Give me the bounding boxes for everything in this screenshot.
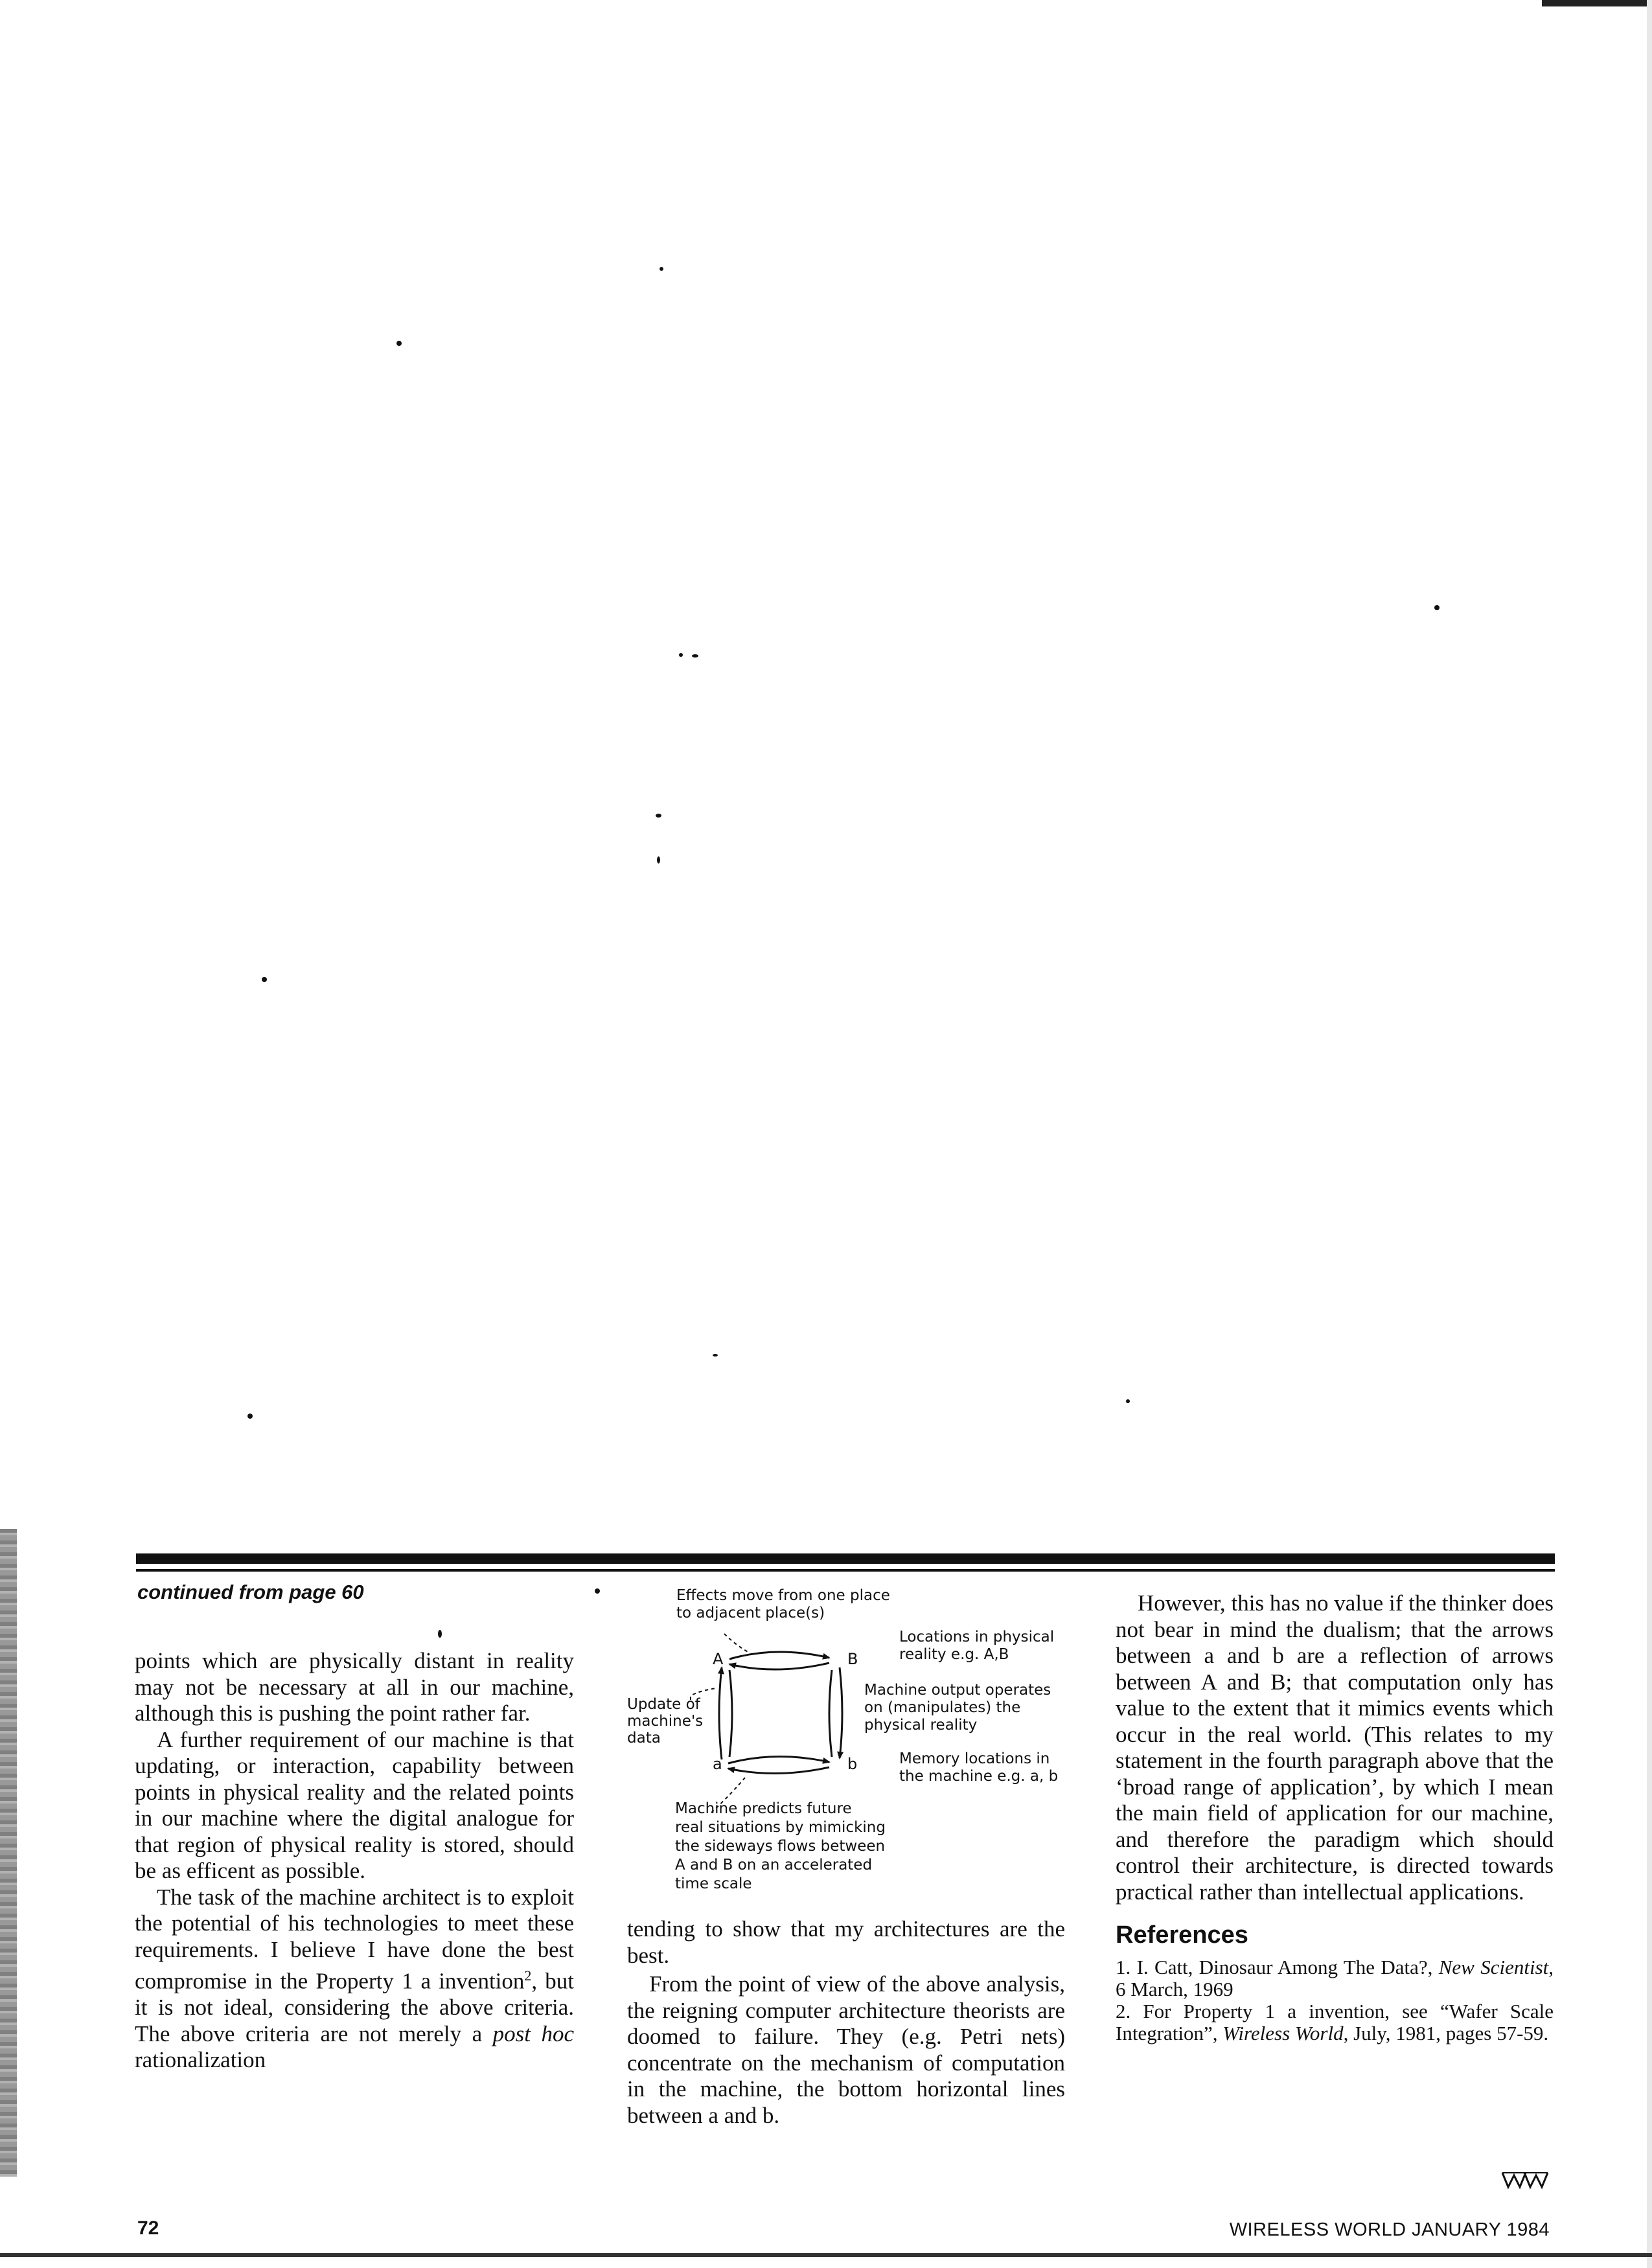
label-update: Update of machine's data xyxy=(627,1696,704,1747)
leader-effects xyxy=(724,1634,750,1653)
ww-logo-icon xyxy=(1500,2170,1550,2190)
speck xyxy=(247,1414,253,1419)
speck xyxy=(438,1630,442,1638)
node-A: A xyxy=(713,1650,724,1668)
label-effects: Effects move from one place to adjacent place(s) xyxy=(676,1587,890,1621)
node-B: B xyxy=(847,1650,858,1668)
arrow-A-to-B xyxy=(729,1652,829,1659)
page-number: 72 xyxy=(137,2217,159,2239)
col1-paragraph-1: points which are physically distant in reality may not be necessary at all in our machine, although this is pushing the point rather far. xyxy=(135,1648,574,1726)
column-3 xyxy=(1116,1590,1554,2045)
reference-1 xyxy=(1116,1956,1554,2000)
label-memory: Memory locations in the machine e.g. a, b xyxy=(899,1750,1059,1785)
continued-note: continued from page 60 xyxy=(137,1581,364,1603)
speck xyxy=(660,267,663,271)
header-rule-thick xyxy=(136,1553,1555,1564)
label-output: Machine output operates on (manipulates) the physical reality xyxy=(864,1682,1051,1734)
scan-edge-right xyxy=(1647,0,1652,2268)
node-b: b xyxy=(847,1755,858,1773)
reference-2 xyxy=(1116,2000,1554,2045)
col1-p3-text-a: The task of the machine architect is to exploit the potential of his technologies to meet these requirements. I believe I have done the best compromise in the Property 1 a invention xyxy=(135,1884,574,1994)
label-locations: Locations in physical reality e.g. A,B xyxy=(899,1629,1055,1663)
dualism-diagram xyxy=(621,1581,1087,1911)
arrow-b-to-B xyxy=(829,1670,832,1757)
col1-paragraph-3 xyxy=(135,1884,574,2074)
speck xyxy=(692,654,698,658)
scan-edge-top xyxy=(1542,0,1652,6)
header-rule-thin xyxy=(136,1569,1555,1572)
column-2 xyxy=(627,1916,1065,2129)
reference-2-text-a: 2. For Property 1 a invention, see “Wafer Scale Integration”, xyxy=(1116,1999,1554,2045)
speck xyxy=(262,977,267,982)
arrow-B-to-b xyxy=(840,1667,842,1758)
speck xyxy=(1434,605,1440,610)
speck xyxy=(595,1588,600,1594)
col1-p3-text-b: , but it is not ideal, considering the above criteria. The above criteria are not merely a xyxy=(135,1968,574,2046)
label-predicts: Machine predicts future real situations by mimicking the sideways flows between A and B on an accelerated time scale xyxy=(675,1800,886,1892)
scan-edge-bottom xyxy=(0,2253,1652,2257)
col2-paragraph-1: tending to show that my architectures are the best. xyxy=(627,1916,1065,1968)
reference-1-text-b: , 6 March, 1969 xyxy=(1116,1955,1554,2000)
col2-paragraph-2: From the point of view of the above analysis, the reigning computer architecture theorists are doomed to failure. They (e.g. Petri nets) concentrate on the mechanism of computation in the machine, the bottom horizontal lines between a and b. xyxy=(627,1971,1065,2128)
speck xyxy=(396,341,402,346)
speck xyxy=(657,856,660,864)
footnote-ref-2: 2 xyxy=(524,1967,532,1984)
speck xyxy=(1126,1399,1130,1403)
speck xyxy=(679,653,683,657)
node-a: a xyxy=(713,1755,722,1773)
references-heading: References xyxy=(1116,1921,1248,1949)
reference-2-text-b: , July, 1981, pages 57-59. xyxy=(1343,2021,1549,2045)
magazine-footer: WIRELESS WORLD JANUARY 1984 xyxy=(1229,2219,1550,2240)
arrow-a-to-b xyxy=(728,1756,829,1763)
col1-p3-italic: post hoc xyxy=(492,2021,574,2046)
arrow-B-to-A xyxy=(729,1663,829,1669)
arrow-A-to-a xyxy=(729,1670,732,1757)
reference-2-journal: Wireless World xyxy=(1222,2021,1344,2045)
arrow-b-to-a xyxy=(728,1767,829,1774)
col1-p3-text-c: rationalization xyxy=(135,2047,266,2073)
col1-paragraph-2: A further requirement of our machine is that updating, or interaction, capability between points in physical reality and the related points in our machine where the digital analogue for that region of physical reality is stored, should be as efficent as possible. xyxy=(135,1726,574,1883)
speck xyxy=(713,1354,718,1357)
speck xyxy=(656,814,661,818)
col3-paragraph-1: However, this has no value if the thinker does not bear in mind the dualism; that the arrows between a and b are a reflection of arrows between A and B; that computation only has value to the extent that it mimics events which occur in the real world. (This relates to my statement in the fourth paragraph above that the ‘broad range of application’, by which I mean the main field of application for our machine, and therefore the paradigm which should control their architecture, is directed towards practical rather than intellectual applications. xyxy=(1116,1590,1554,1905)
column-1 xyxy=(135,1648,574,2074)
reference-1-journal: New Scientist xyxy=(1438,1955,1549,1978)
scan-edge-left xyxy=(0,1529,17,2177)
reference-1-text-a: 1. I. Catt, Dinosaur Among The Data?, xyxy=(1116,1955,1439,1978)
arrow-a-to-A xyxy=(719,1667,722,1759)
